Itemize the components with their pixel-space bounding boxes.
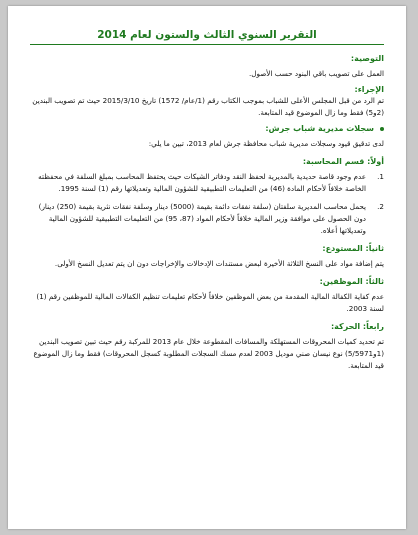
jerash-heading-row	[30, 123, 384, 134]
first-section-heading: أولاً: قسم المحاسبة:	[302, 157, 384, 166]
bullet-icon	[380, 127, 384, 131]
third-section-text: عدم كفاية الكفالة المالية المقدمة من بعض الموظفين خلافاً لأحكام تعليمات تنظيم الكفالات المالية للموظفين رقم (1) لسنة 2003.	[36, 292, 384, 313]
fourth-section-heading: رابعاً: الحركة:	[330, 322, 384, 331]
jerash-heading: سجلات مديرية شباب جرش:	[265, 124, 374, 133]
document-page	[8, 6, 406, 529]
third-section-heading: ثالثاً: الموظفين:	[319, 277, 384, 286]
list-item	[30, 171, 384, 195]
page-title: التقرير السنوي الثالث والستون لعام 2014	[97, 29, 317, 41]
recommendation-heading: التوصية:	[350, 54, 384, 63]
list-item	[30, 201, 384, 237]
list-item-number: 1.	[377, 172, 384, 181]
recommendation-text: العمل على تصويب باقي البنود حسب الأصول.	[248, 69, 384, 78]
jerash-intro: لدى تدقيق قيود وسجلات مديرية شباب محافظة جرش لعام 2013، تبين ما يلي:	[148, 139, 384, 148]
action-text: تم الرد من قبل المجلس الأعلى للشباب بموجب الكتاب رقم (1/عام/ 1572) تاريخ 2015/3/10 حيث تم تصويب البندين (2و5) فقط وما زال الموضوع قيد المتابعة.	[32, 96, 384, 117]
list-item-text: يحمل محاسب المديرية سلفتان (سلفة نفقات دائمة بقيمة (5000) دينار وسلفة نفقات نثرية بقيمة (250) دينار) دون الحصول على موافقة وزير المالية خلافاً لأحكام المواد (87، 95) من التعليمات التطبيقية للشؤون المالية وتعديلاتها أعلاه.	[38, 202, 366, 235]
second-section-heading: ثانياً: المستودع:	[322, 244, 384, 253]
title-divider	[30, 44, 384, 45]
list-item-number: 2.	[377, 202, 384, 211]
fourth-section-text: تم تحديد كميات المحروقات المستهلكة والمسافات المقطوعة خلال عام 2013 للمركبة رقم حيث تبين تصويب البندين (1و5/5971) نوع نيسان صني موديل 2003 لعدم مسك السجلات المطلوبة كسجل المحروقات) فقط وما زال الموضوع قيد المتابعة.	[33, 337, 384, 370]
document-content	[30, 28, 384, 372]
action-heading: الإجراء:	[354, 85, 384, 94]
list-item-text: عدم وجود قاصة حديدية بالمديرية لحفظ النقد ودفاتر الشيكات حيث يحتفظ المحاسب بمبلغ السلفة في محفظته الخاصة خلافاً لأحكام المادة (46) من التعليمات التطبيقية للشؤون المالية وتعديلاتها رقم (1) لسنة 1995.	[38, 172, 366, 193]
second-section-text: يتم إضافة مواد على النسخ الثلاثة الأخيرة لبعض مستندات الإدخالات والإخراجات دون ان يتم تعديل النسخ الأولى.	[54, 259, 384, 268]
